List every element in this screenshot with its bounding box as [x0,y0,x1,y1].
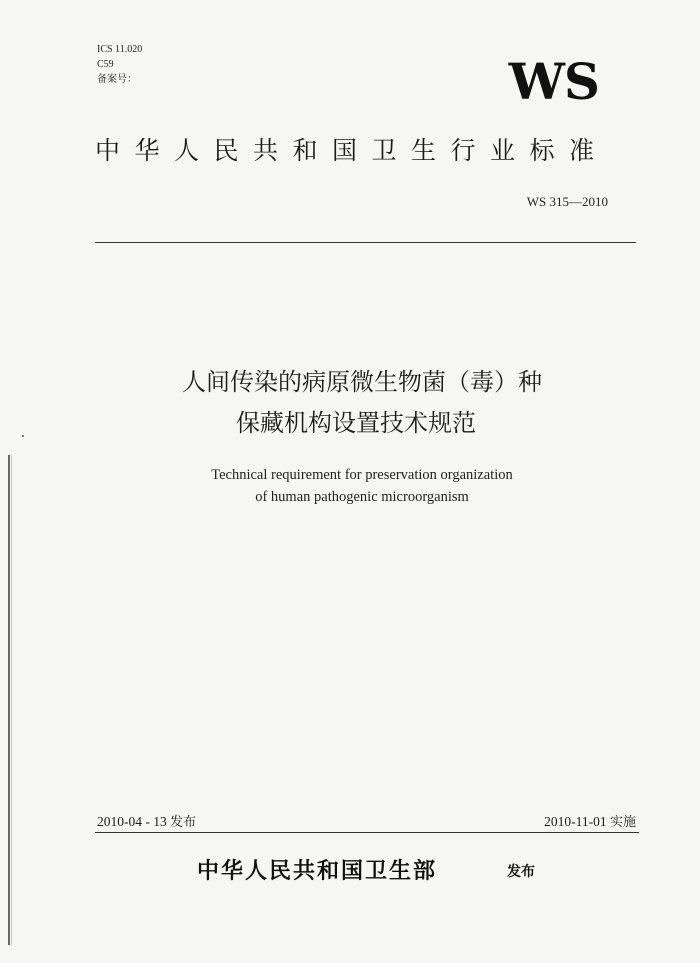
ccs-code: C59 [97,59,114,70]
issue-date [97,811,196,830]
scan-edge-shadow-light [11,455,12,945]
ws-logo: WS [508,52,599,111]
filing-number-label: 备案号： [97,74,137,85]
issue-date-value: 2010-04 - 13 [97,814,171,829]
header-divider [95,242,636,243]
scan-edge-shadow [8,455,10,945]
footer-divider [95,832,639,833]
implementation-date [544,811,636,830]
classification-block [97,42,142,87]
publisher-name: 中华人民共和国卫生部 [197,858,438,884]
ics-code: ICS 11.020 [97,44,143,55]
standard-number: WS 315—2010 [526,194,608,209]
document-title-en-line2: of human pathogenic microorganism [255,489,469,505]
publisher-suffix: 发布 [507,864,535,880]
issue-date-label: 发布 [170,815,197,830]
standard-category-title: 中华人民共和国卫生行业标准 [95,136,609,165]
implementation-date-value: 2010-11-01 [544,814,610,829]
document-title-zh-line2: 保藏机构设置技术规范 [236,409,476,437]
document-title-en-line1: Technical requirement for preservation organization [211,467,513,483]
document-title-zh-line1: 人间传染的病原微生物菌（毒）种 [182,368,542,396]
implementation-date-label: 实施 [609,815,636,830]
